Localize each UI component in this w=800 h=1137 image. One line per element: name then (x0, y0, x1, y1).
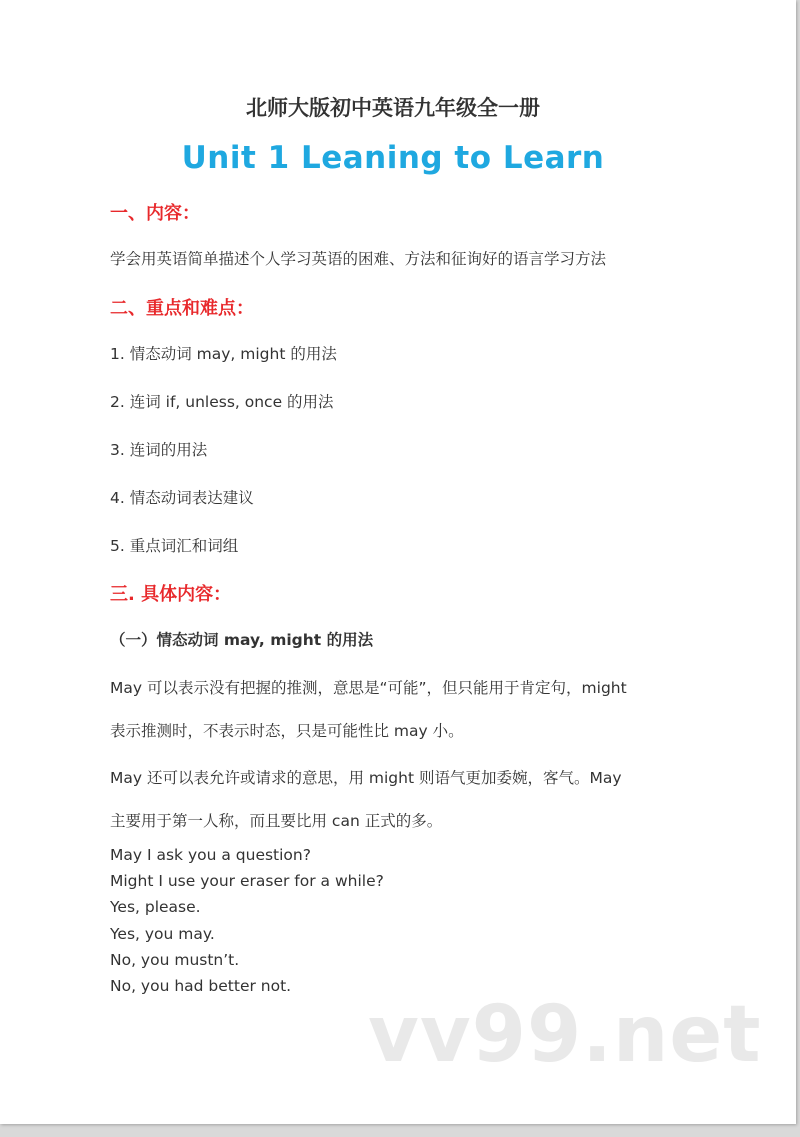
explanation-line: May 可以表示没有把握的推测，意思是“可能”，但只能用于肯定句，might (110, 679, 627, 697)
explanation-line: May 还可以表允许或请求的意思，用 might 则语气更加委婉，客气。May (110, 769, 622, 787)
explanation-line: 表示推测时，不表示时态，只是可能性比 may 小。 (110, 722, 464, 740)
key-point-item: 5. 重点词汇和词组 (110, 537, 239, 555)
example-sentence: May I ask you a question? (110, 846, 311, 864)
key-point-item: 2. 连词 if, unless, once 的用法 (110, 393, 334, 411)
explanation-line: 主要用于第一人称，而且要比用 can 正式的多。 (110, 812, 443, 830)
example-sentence: Yes, you may. (110, 925, 215, 943)
section-heading-key-points: 二、重点和难点： (110, 298, 254, 319)
example-sentence: No, you mustn’t. (110, 951, 240, 969)
watermark: vv99.net (368, 990, 762, 1080)
subsection-heading-modal-verbs: （一）情态动词 may, might 的用法 (110, 631, 374, 649)
content-description: 学会用英语简单描述个人学习英语的困难、方法和征询好的语言学习方法 (110, 250, 607, 268)
section-heading-content: 一、内容： (110, 203, 200, 224)
key-point-item: 4. 情态动词表达建议 (110, 489, 254, 507)
key-point-item: 1. 情态动词 may, might 的用法 (110, 345, 337, 363)
document-title: 北师大版初中英语九年级全一册 (246, 96, 540, 120)
example-sentence: No, you had better not. (110, 977, 292, 995)
unit-title: Unit 1 Leaning to Learn (181, 140, 605, 176)
section-heading-details: 三. 具体内容： (110, 584, 232, 605)
example-sentence: Might I use your eraser for a while? (110, 872, 384, 890)
example-sentence: Yes, please. (110, 898, 201, 916)
key-point-item: 3. 连词的用法 (110, 441, 208, 459)
